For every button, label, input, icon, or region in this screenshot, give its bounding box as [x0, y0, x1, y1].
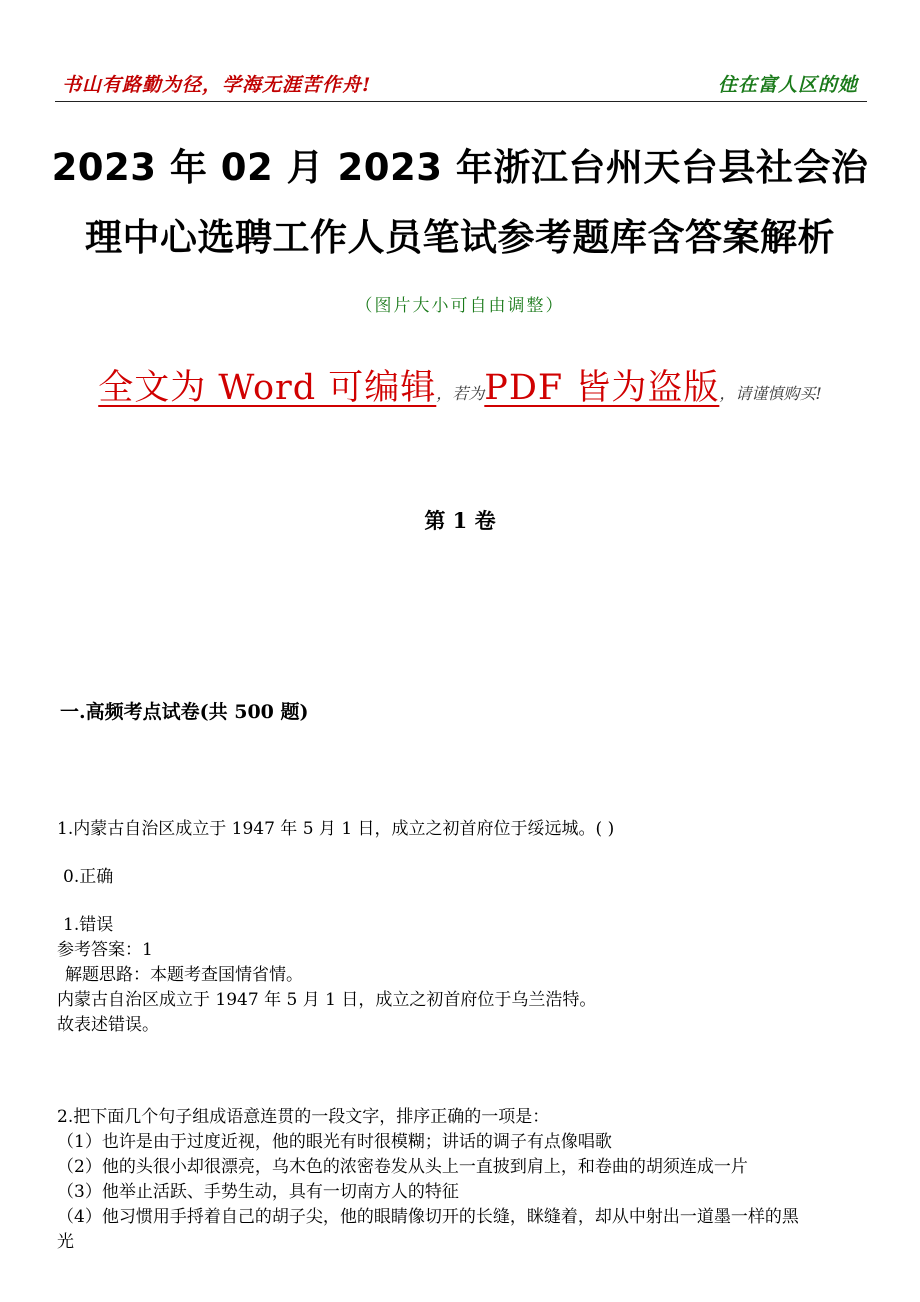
section-title: 一.高频考点试卷(共 500 题) — [60, 701, 309, 723]
document-title-line-2: 理中心选聘工作人员笔试参考题库含答案解析 — [85, 216, 835, 259]
notice-warning: ，请谨慎购买! — [719, 384, 822, 403]
question-2-line-1: （1）也许是由于过度近视，他的眼光有时很模糊；讲话的调子有点像唱歌 — [57, 1132, 612, 1152]
question-1-analysis-line-2: 内蒙古自治区成立于 1947 年 5 月 1 日，成立之初首府位于乌兰浩特。 — [57, 990, 597, 1010]
question-1-analysis-line-3: 故表述错误。 — [57, 1015, 159, 1035]
notice-pdf-pirated: PDF 皆为盗版 — [484, 368, 720, 408]
question-1-stem: 1.内蒙古自治区成立于 1947 年 5 月 1 日，成立之初首府位于绥远城。( ) — [57, 819, 615, 839]
notice-connector: ，若为 — [436, 384, 485, 403]
question-1-answer: 参考答案：1 — [57, 940, 153, 960]
notice-word-editable: 全文为 Word 可编辑 — [98, 368, 437, 408]
volume-heading: 第 1 卷 — [424, 508, 496, 533]
question-2-stem: 2.把下面几个句子组成语意连贯的一段文字，排序正确的一项是： — [57, 1107, 550, 1127]
question-2-line-4: （4）他习惯用手捋着自己的胡子尖，他的眼睛像切开的长缝，眯缝着，却从中射出一道墨一样的黑 — [57, 1207, 799, 1227]
header-right-motto: 住在富人区的她 — [717, 74, 858, 96]
header-divider — [55, 101, 867, 102]
question-1-option-0: 0.正确 — [63, 867, 114, 887]
question-2-line-2: （2）他的头很小却很漂亮，乌木色的浓密卷发从头上一直披到肩上，和卷曲的胡须连成一片 — [57, 1157, 748, 1177]
copyright-notice — [0, 360, 920, 410]
question-1-option-1: 1.错误 — [63, 915, 114, 935]
question-1-analysis-line-1: 解题思路：本题考查国情省情。 — [65, 965, 303, 985]
question-2-line-3: （3）他举止活跃、手势生动，具有一切南方人的特征 — [57, 1182, 459, 1202]
header-left-motto: 书山有路勤为径，学海无涯苦作舟! — [62, 74, 372, 96]
document-title-line-1: 2023 年 02 月 2023 年浙江台州天台县社会治 — [51, 146, 869, 189]
question-2-line-5: 光 — [57, 1232, 74, 1252]
image-size-note: （图片大小可自由调整） — [355, 296, 565, 316]
